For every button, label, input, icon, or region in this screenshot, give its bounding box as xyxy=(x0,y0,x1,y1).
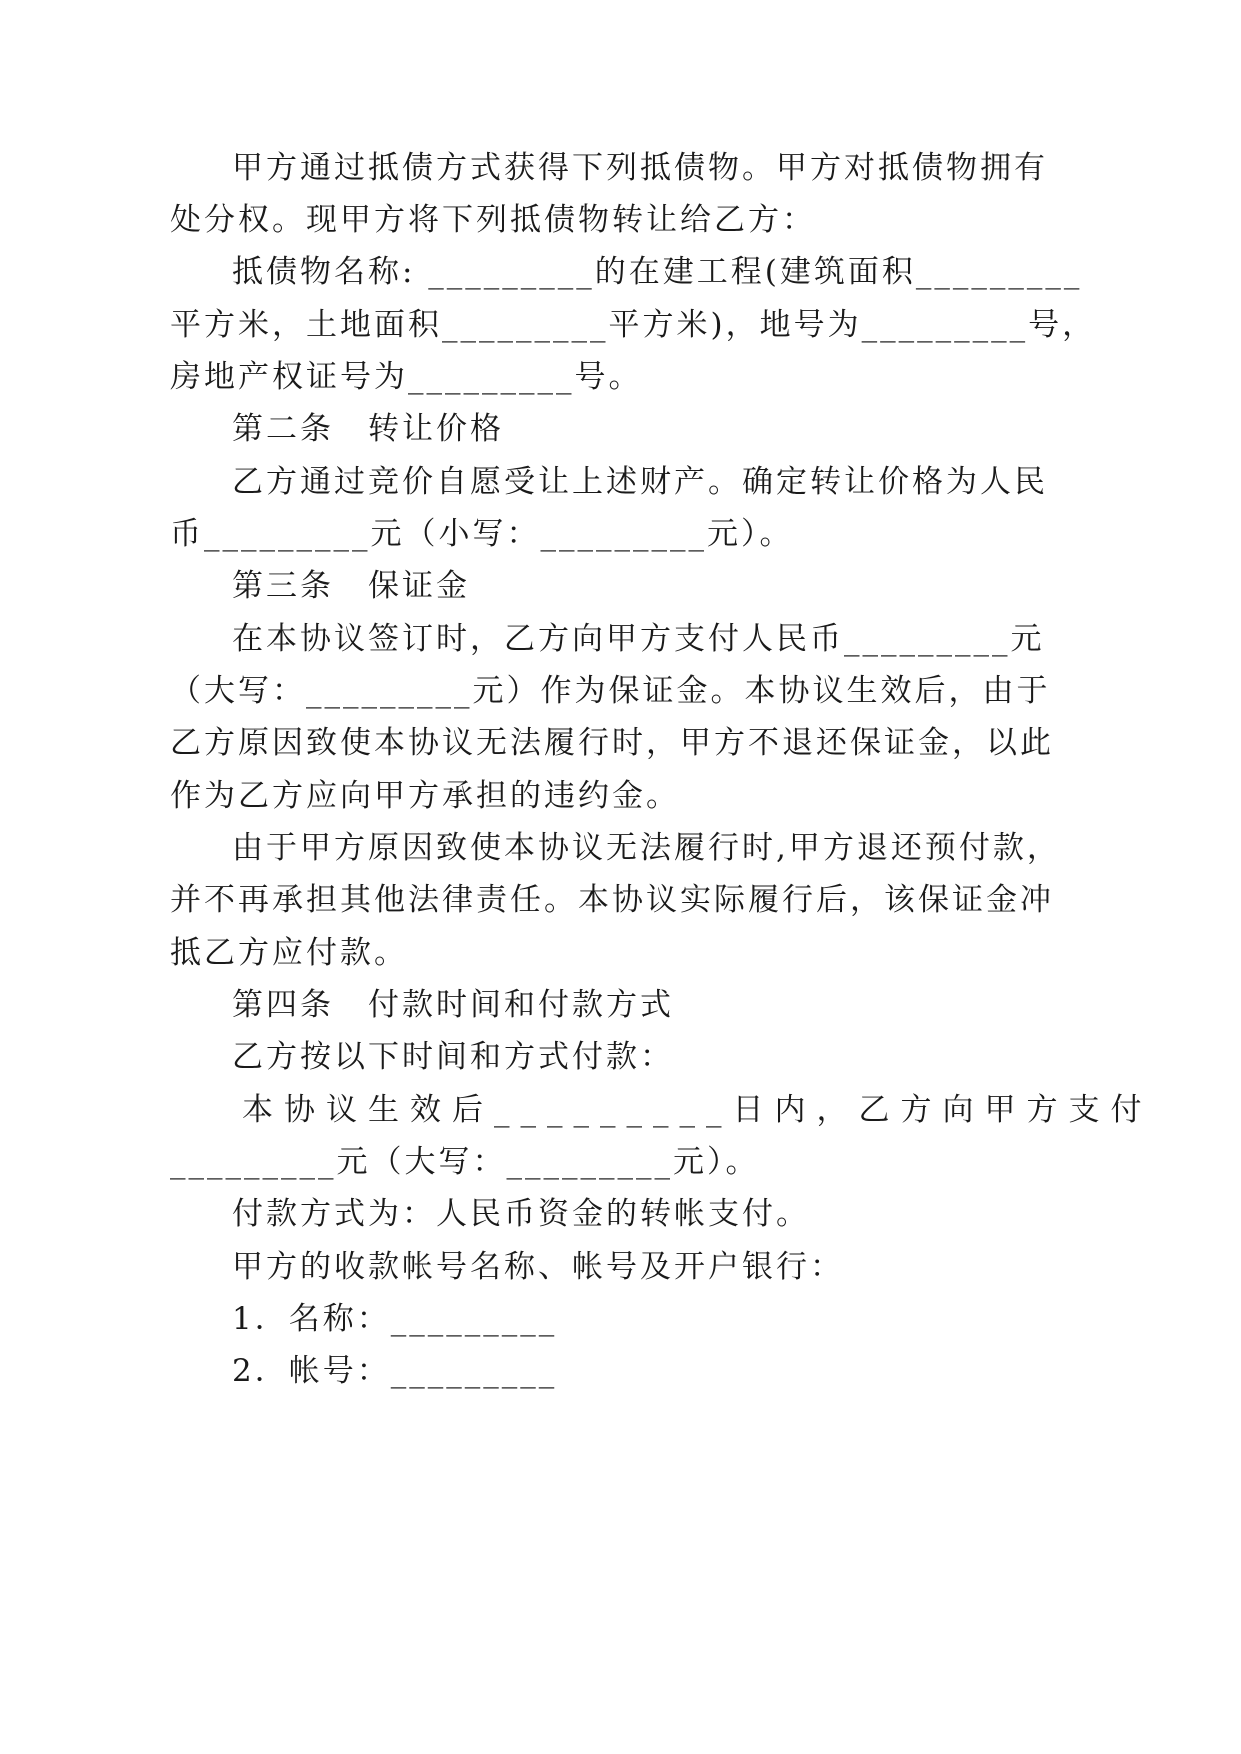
text-line: 房地产权证号为_________号。 xyxy=(170,359,643,395)
text-line: 甲方通过抵债方式获得下列抵债物。甲方对抵债物拥有 xyxy=(232,150,1048,186)
text-line: 本协议生效后_________日内，乙方向甲方支付 xyxy=(242,1092,1153,1128)
text-line: 作为乙方应向甲方承担的违约金。 xyxy=(170,778,680,814)
text-line: 抵债物名称: _________的在建工程(建筑面积_________ xyxy=(232,254,1083,290)
text-line: 付款方式为：人民币资金的转帐支付。 xyxy=(232,1196,810,1232)
clause-heading: 第二条 转让价格 xyxy=(232,411,504,447)
list-item: 2．帐号：_________ xyxy=(232,1353,558,1389)
text-line: 处分权。现甲方将下列抵债物转让给乙方： xyxy=(170,202,816,238)
text-line: 乙方原因致使本协议无法履行时，甲方不退还保证金，以此 xyxy=(170,725,1054,761)
text-line: 币_________元（小写：_________元）。 xyxy=(170,516,794,552)
text-line: 抵乙方应付款。 xyxy=(170,935,408,971)
text-line: 由于甲方原因致使本协议无法履行时,甲方退还预付款， xyxy=(232,830,1061,866)
text-line: 甲方的收款帐号名称、帐号及开户银行： xyxy=(232,1249,844,1285)
clause-heading: 第四条 付款时间和付款方式 xyxy=(232,987,674,1023)
text-line: 平方米，土地面积_________平方米)，地号为_________号， xyxy=(170,307,1097,343)
text-line: 乙方通过竞价自愿受让上述财产。确定转让价格为人民 xyxy=(232,464,1048,500)
text-line: （大写：_________元）作为保证金。本协议生效后，由于 xyxy=(170,673,1051,709)
list-item: 1．名称：_________ xyxy=(232,1301,558,1337)
text-line: _________元（大写：_________元）。 xyxy=(170,1144,760,1180)
clause-heading: 第三条 保证金 xyxy=(232,568,470,604)
text-line: 并不再承担其他法律责任。本协议实际履行后，该保证金冲 xyxy=(170,882,1054,918)
text-line: 在本协议签订时，乙方向甲方支付人民币_________元 xyxy=(232,621,1045,657)
text-line: 乙方按以下时间和方式付款： xyxy=(232,1039,674,1075)
